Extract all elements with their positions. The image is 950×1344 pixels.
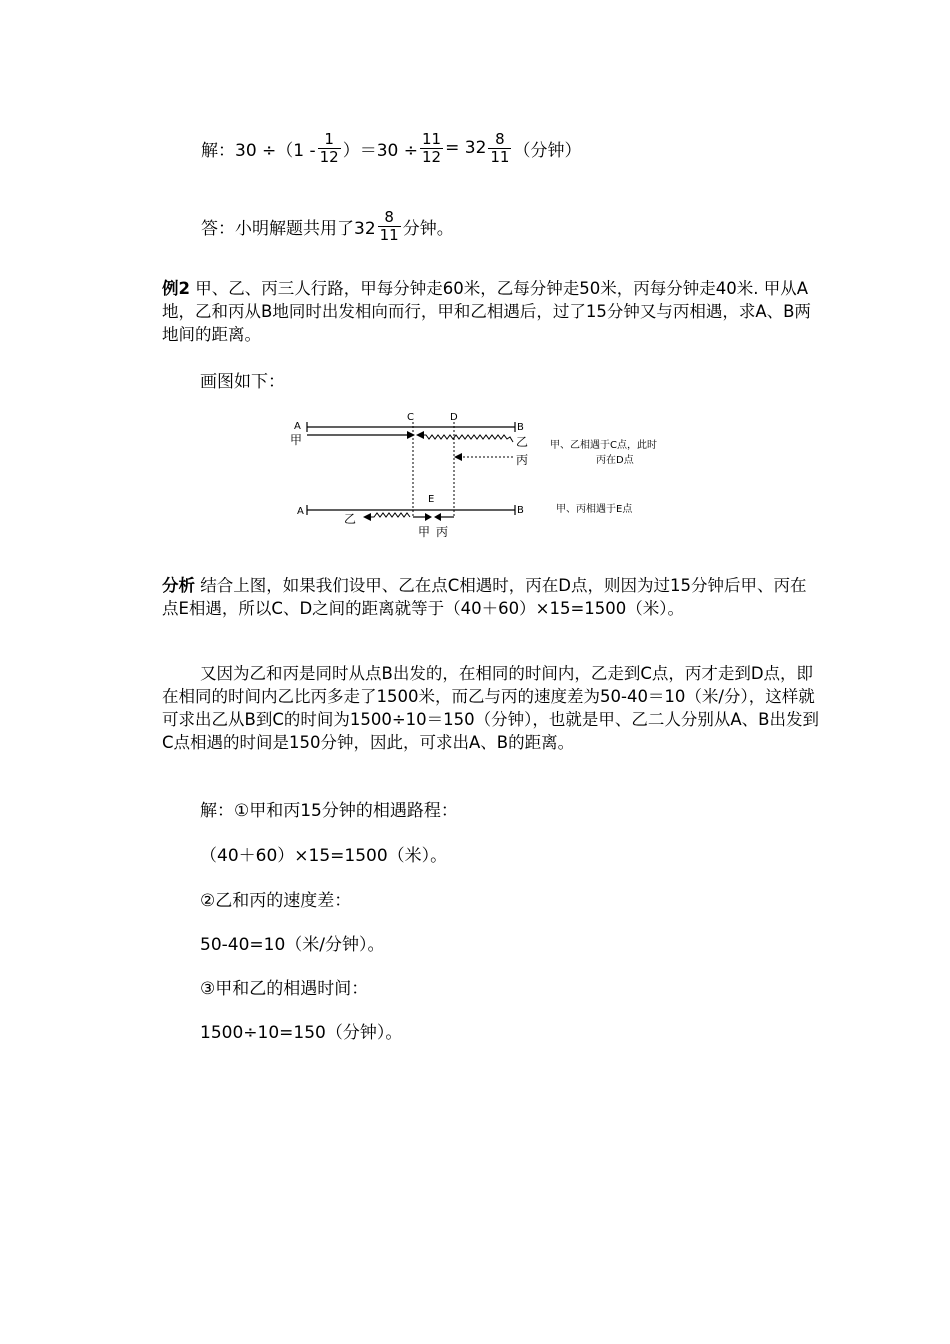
yi-arrowhead [416,431,424,439]
step-3: ③甲和乙的相遇时间： [200,979,369,999]
solution-suffix: （分钟） [513,140,582,161]
solution-mid1: ）＝30 ÷ [342,140,419,161]
meeting-diagram [280,402,720,547]
jia-bottom-arrowhead [425,513,432,521]
note-top-line2: 丙在D点 [596,455,634,466]
answer-fraction: $\frac{8}{11}$ [379,208,399,244]
fraction-8-11: $\frac{8}{11}$ [490,130,510,166]
step-3-calc: 1500÷10=150（分钟）。 [200,1023,403,1043]
bottom-label-jia: 甲 [418,525,431,539]
solution-prefix: 解：30 ÷（1 - [201,140,316,161]
top-label-c: C [407,412,414,423]
answer-line [201,204,454,248]
note-top-line1: 甲、乙相遇于C点，此时 [550,440,657,451]
solution-mid2: = 32 [445,138,487,158]
step-1-calc: （40＋60）×15=1500（米）。 [200,846,448,866]
step-2: ②乙和丙的速度差： [200,891,352,911]
jia-arrowhead [407,431,415,439]
solution-line [201,126,581,170]
draw-heading: 画图如下： [200,372,285,392]
yi-bottom-arrowhead [363,513,371,521]
example-2-paragraph [162,277,822,346]
example-text: 甲、乙、丙三人行路，甲每分钟走60米，乙每分钟走50米，丙每分钟走40米. 甲从A地，乙和丙从B地同时出发相向而行，甲和乙相遇后，过了15分钟又与丙相遇，求A、B两地间的距离。 [162,279,811,344]
step-2-calc: 50-40=10（米/分钟）。 [200,935,385,955]
analysis-label: 分析 [162,576,195,595]
note-bottom: 甲、丙相遇于E点 [556,504,633,515]
answer-suffix: 分钟。 [402,218,454,239]
analysis-text: 结合上图，如果我们设甲、乙在点C相遇时，丙在D点，则因为过15分钟后甲、丙在点E相遇，所以C、D之间的距离就等于（40＋60）×15=1500（米）。 [162,576,807,618]
answer-prefix: 答：小明解题共用了32 [201,218,376,239]
bottom-label-b: B [517,505,524,516]
analysis-paragraph [162,574,822,620]
explanation-paragraph: 又因为乙和丙是同时从点B出发的，在相同的时间内，乙走到C点，丙才走到D点，即在相同的时间内乙比丙多走了1500米，而乙与丙的速度差为50-40＝10（米/分），这样就可求出乙从B到C的时间为1500÷10＝150（分钟），也就是甲、乙二人分别从A、B出发到C点相遇的时间是150分钟，因此，可求出A、B的距离。 [162,664,820,752]
bottom-label-e: E [428,494,435,505]
bottom-label-bing: 丙 [436,525,449,539]
top-label-yi: 乙 [516,435,529,449]
yi-bottom-wavy [371,513,410,517]
bing-bottom-arrowhead [434,513,441,521]
example-label: 例2 [162,279,190,298]
fraction-11-12: $\frac{11}{12}$ [422,130,442,166]
bing-arrowhead [454,453,462,461]
fraction-1-12: $\frac{1}{12}$ [319,130,339,166]
yi-wavy-path [423,435,513,442]
bottom-label-yi: 乙 [344,512,357,526]
top-label-bing: 丙 [516,453,529,467]
bottom-label-a: A [297,506,304,517]
top-label-b: B [517,422,524,433]
top-label-d: D [450,412,458,423]
top-label-a: A [294,421,301,432]
top-label-jia: 甲 [290,433,303,447]
step-1: 解：①甲和丙15分钟的相遇路程： [200,801,458,821]
